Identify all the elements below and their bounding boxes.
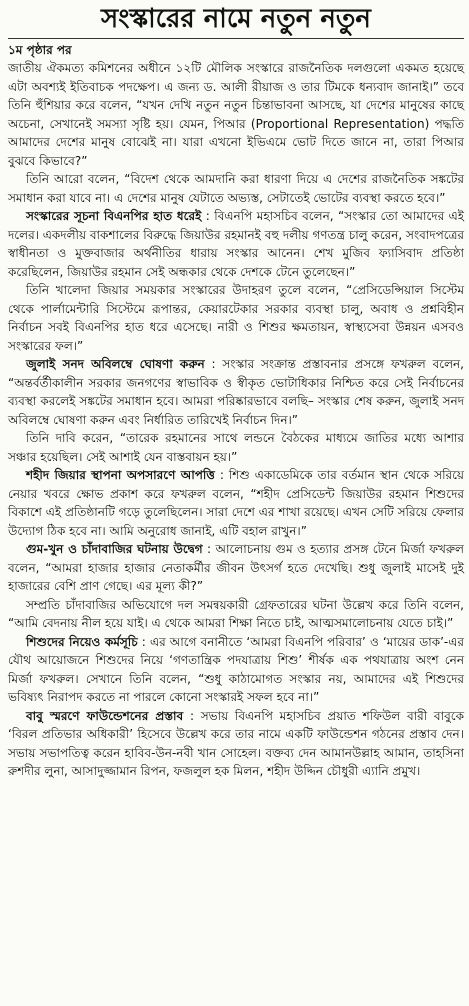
subhead-lead: সংস্কারের সূচনা বিএনপির হাত ধরেই (26, 209, 202, 223)
article-paragraph (8, 707, 464, 781)
subhead-lead: বাবু স্মরণে ফাউন্ডেশনের প্রস্তাব (26, 708, 184, 723)
headline-rule (8, 38, 464, 39)
paragraph-text: তিনি খালেদা জিয়ার সময়কার সংস্কারের উদাহরণ তুলে বলেন, “প্রেসিডেন্সিয়াল সিস্টেম থেকে পার্লামেন্টারি সিস্টেমে রূপান্তর, কেয়ারটেকার সরকার ব্যবস্থা চালু, অবাধ ও প্রশ্নবিহীন নির্বাচন সবই বিএনপির হাত ধরে এসেছে। নারী ও শিশুর ক্ষমতায়ন, স্বাস্থ্যসেবা উন্নয়ন এসবও সংস্কারের ফল।” (8, 283, 464, 353)
article-paragraph (8, 281, 464, 355)
paragraph-text: জাতীয় ঐকমত্য কমিশনের অধীনে ১২টি মৌলিক সংস্কারে রাজনৈতিক দলগুলো একমত হয়েছে এটা অবশ্যই ইতিবাচক পদক্ষেপ। এ জন্য ড. আলী রীয়াজ ও তার টিমকে ধন্যবাদ জানাই।” তবে তিনি হুঁশিয়ার করে বলেন, “যখন দেখি নতুন নতুন চিন্তাভাবনা আসছে, যা দেশের মানুষের কাছে অচেনা, সেখানেই সমস্যা সৃষ্টি হয়। যেমন, পিআর (Proportional Representation) পদ্ধতি আমাদের দেশের মানুষ বোঝেই না। যারা এখনো ইভিএমে ভোট দিতে জানে না, তারা পিআর বুঝবে কিভাবে?” (8, 61, 464, 168)
article-paragraph (8, 429, 464, 466)
paragraph-text: তিনি আরো বলেন, “বিদেশ থেকে আমদানি করা ধারণা দিয়ে এ দেশের রাজনৈতিক সঙ্কটের সমাধান করা যাবে না। এ দেশের মানুষ যেটাতে অভ্যস্ত, সেটাতেই ভোটের ব্যবস্থা করতে হবে।” (8, 172, 464, 205)
headline: সংস্কারের নামে নতুন নতুন (101, 4, 371, 34)
article-paragraph (8, 540, 464, 596)
paragraph-text: : সভায় বিএনপি মহাসচিব প্রয়াত শফিউল বারী বাবুকে ‘বিরল প্রতিভার অধিকারী’ হিসেবে উল্লেখ করে তার নামে একটি ফাউন্ডেশন গঠনের প্রস্তাব দেন। সভায় সভাপতিত্ব করেন হাবিব-উন-নবী খান সোহেল। বক্তব্য দেন আমানউল্লাহ আমান, তাহসিনা রুশদীর লুনা, আসাদুজ্জামান রিপন, ফজলুল হক মিলন, শহীদ উদ্দিন চৌধুরী এ্যানি প্রমুখ। (8, 708, 464, 778)
paragraph-text: সম্প্রতি চাঁদাবাজির অভিযোগে দল সমন্বয়কারী গ্রেফতারের ঘটনা উল্লেখ করে তিনি বলেন, “আমি বেদনায় নীল হয়ে যাই। এ থেকে আমরা শিক্ষা নিতে চাই, আত্মসমালোচনায় যেতে চাই।” (8, 597, 464, 630)
article-paragraph (8, 355, 464, 429)
paragraph-text: : শিশু একাডেমিকে তার বর্তমান স্থান থেকে সরিয়ে নেয়ার খবরে ক্ষোভ প্রকাশ করে ফখরুল বলেন, “শহীদ প্রেসিডেন্ট জিয়াউর রহমান শিশুদের বিকাশে এই প্রতিষ্ঠানটি গড়ে তুলেছিলেন। সারা দেশে এর শাখা রয়েছে। এখন সেটি সরিয়ে ফেলার উদ্যোগ ঠিক হবে না। আমি অনুরোধ জানাই, এটি বহাল রাখুন।” (8, 468, 464, 538)
article-paragraph (8, 596, 464, 633)
article-paragraph (8, 207, 464, 281)
subhead-lead: জুলাই সনদ অবিলম্বে ঘোষণা করুন (26, 357, 205, 371)
article-paragraph (8, 170, 464, 207)
paragraph-text: : আলোচনায় গুম ও হত্যার প্রসঙ্গ টেনে মির্জা ফখরুল বলেন, “আমরা হাজার হাজার নেতাকর্মীর জীবন উৎসর্গ হতে দেখেছি। শুধু জুলাই মাসেই দুই হাজারের বেশি প্রাণ গেছে। এর মূল্য কী?” (8, 542, 464, 593)
continued-from: ১ম পৃষ্ঠার পর (8, 43, 72, 57)
paragraph-text: তিনি দাবি করেন, “তারেক রহমানের সাথে লন্ডনে বৈঠকের মাধ্যমে জাতির মধ্যে আশার সঞ্চার হয়েছিল। সেই আশাই যেন বাস্তবায়ন হয়।” (8, 431, 464, 464)
article-paragraph (8, 633, 464, 707)
article-paragraph (8, 59, 464, 170)
paragraph-text: : এর আগে বনানীতে ‘আমরা বিএনপি পরিবার’ ও ‘মায়ের ডাক’-এর যৌথ আয়োজনে শিশুদের নিয়ে ‘গণতান্ত্রিক পদযাত্রায় শিশু’ শীর্ষক এক পথযাত্রায় অংশ নেন মির্জা ফখরুল। সেখানে তিনি বলেন, “শুধু কাঠামোগত সংস্কার নয়, আমাদের এই শিশুদের ভবিষ্যৎ নিরাপদ করতে না পারলে কোনো সংস্কারই সফল হবে না।” (8, 634, 464, 704)
paragraph-text: : বিএনপি মহাসচিব বলেন, “সংস্কার তো আমাদের এই দলের। একদলীয় বাকশালের বিরুদ্ধে জিয়াউর রহমানই বহু দলীয় গণতন্ত্র চালু করেন, সংবাদপত্রের স্বাধীনতা ও মুক্তবাজার অর্থনীতির ধারায় সংস্কার আনেন। শেখ মুজিব ফ্যাসিবাদ প্রতিষ্ঠা করেছিলেন, জিয়াউর রহমান সেই অন্ধকার থেকে দেশকে টেনে তুলেছেন।” (8, 209, 464, 279)
subhead-lead: শহীদ জিয়ার স্থাপনা অপসারণে আপত্তি (26, 468, 215, 482)
paragraph-text: : সংস্কার সংক্রান্ত প্রস্তাবনার প্রসঙ্গে ফখরুল বলেন, “অন্তর্বর্তীকালীন সরকার জনগণের স্বাভাবিক ও স্বীকৃত ভোটাধিকার নিশ্চিত করে সেই নির্বাচনের ব্যবস্থা করলেই সঙ্কটের সমাধান হবে। আমরা পরিষ্কারভাবে বলছি– সংস্কার শেষ করুন, জুলাই সনদ অবিলম্বে ঘোষণা করুন এবং নির্ধারিত তারিখেই নির্বাচন দিন।” (8, 357, 464, 427)
subhead-lead: গুম-খুন ও চাঁদাবাজির ঘটনায় উদ্বেগ (26, 542, 203, 556)
subhead-lead: শিশুদের নিয়েও কর্মসূচি (26, 634, 138, 649)
article-body (8, 59, 464, 781)
article-paragraph (8, 466, 464, 540)
